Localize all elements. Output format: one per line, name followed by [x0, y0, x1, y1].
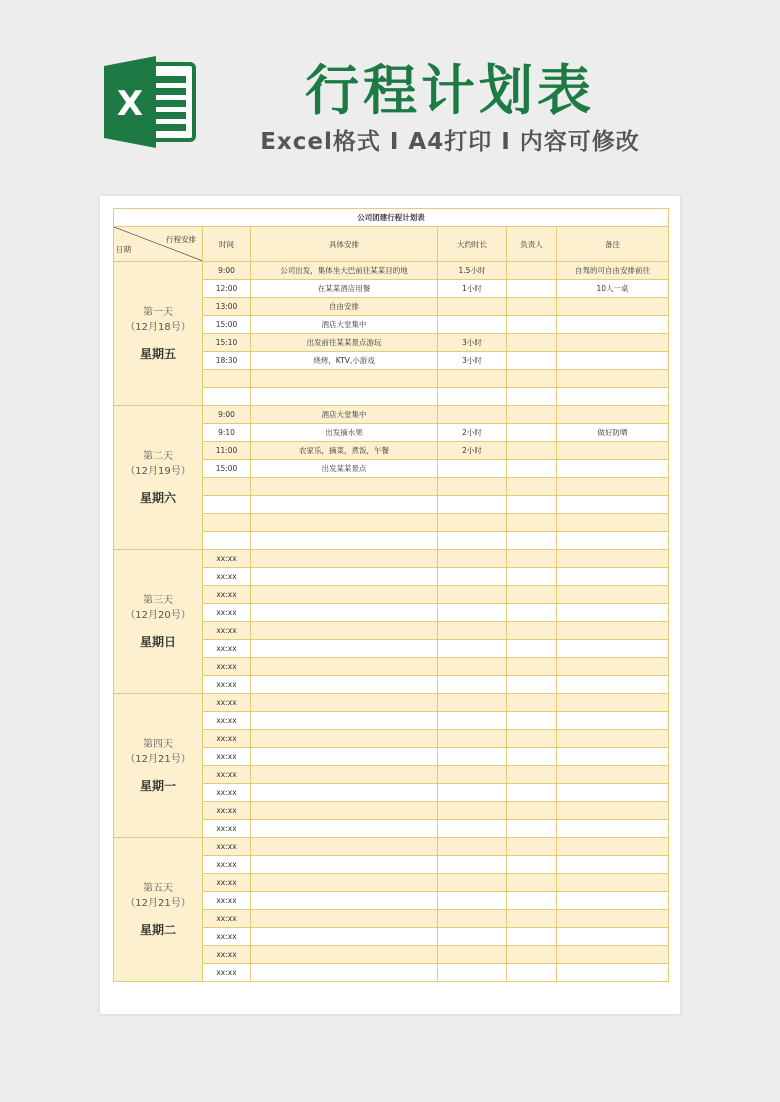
- duration-cell[interactable]: 1.5小时: [438, 262, 507, 280]
- owner-cell[interactable]: [507, 352, 557, 370]
- note-cell[interactable]: [557, 748, 669, 766]
- plan-cell[interactable]: [251, 892, 438, 910]
- duration-cell[interactable]: [438, 802, 507, 820]
- owner-cell[interactable]: [507, 388, 557, 406]
- duration-cell[interactable]: [438, 604, 507, 622]
- table-row: [114, 694, 669, 712]
- time-cell[interactable]: 12:00: [203, 280, 251, 298]
- owner-cell[interactable]: [507, 748, 557, 766]
- note-cell[interactable]: [557, 910, 669, 928]
- note-cell[interactable]: [557, 532, 669, 550]
- time-cell[interactable]: xx:xx: [203, 784, 251, 802]
- time-cell[interactable]: xx:xx: [203, 568, 251, 586]
- owner-cell[interactable]: [507, 820, 557, 838]
- owner-cell[interactable]: [507, 424, 557, 442]
- note-cell[interactable]: 10人一桌: [557, 280, 669, 298]
- note-cell[interactable]: [557, 298, 669, 316]
- note-cell[interactable]: [557, 964, 669, 982]
- time-cell[interactable]: 15:00: [203, 460, 251, 478]
- note-cell[interactable]: 自驾的可自由安排前往: [557, 262, 669, 280]
- owner-cell[interactable]: [507, 928, 557, 946]
- owner-cell[interactable]: [507, 478, 557, 496]
- corner-header-cell: [114, 227, 203, 262]
- owner-cell[interactable]: [507, 550, 557, 568]
- duration-cell[interactable]: [438, 388, 507, 406]
- duration-cell[interactable]: [438, 820, 507, 838]
- owner-cell[interactable]: [507, 406, 557, 424]
- day-cell[interactable]: [114, 406, 203, 550]
- note-cell[interactable]: [557, 496, 669, 514]
- note-cell[interactable]: [557, 874, 669, 892]
- day-date: （12月18号）: [125, 322, 191, 333]
- owner-cell[interactable]: [507, 712, 557, 730]
- day-date: （12月21号）: [125, 754, 191, 765]
- duration-cell[interactable]: [438, 784, 507, 802]
- owner-cell[interactable]: [507, 964, 557, 982]
- plan-cell[interactable]: [251, 838, 438, 856]
- excel-icon: [100, 52, 200, 152]
- plan-cell[interactable]: 酒店大堂集中: [251, 406, 438, 424]
- time-cell[interactable]: xx:xx: [203, 910, 251, 928]
- note-cell[interactable]: [557, 658, 669, 676]
- duration-cell[interactable]: [438, 586, 507, 604]
- day-cell[interactable]: [114, 550, 203, 694]
- day-name: 第四天: [143, 739, 173, 750]
- day-weekday: 星期一: [139, 779, 176, 793]
- spreadsheet-page: [100, 196, 680, 1014]
- note-cell[interactable]: [557, 730, 669, 748]
- owner-cell[interactable]: [507, 784, 557, 802]
- plan-cell[interactable]: [251, 874, 438, 892]
- day-name: 第三天: [143, 595, 173, 606]
- plan-cell[interactable]: [251, 946, 438, 964]
- time-cell[interactable]: xx:xx: [203, 730, 251, 748]
- time-cell[interactable]: xx:xx: [203, 802, 251, 820]
- note-cell[interactable]: [557, 856, 669, 874]
- duration-cell[interactable]: 1小时: [438, 280, 507, 298]
- table-row: [114, 406, 669, 424]
- plan-cell[interactable]: [251, 856, 438, 874]
- plan-cell[interactable]: [251, 676, 438, 694]
- owner-cell[interactable]: [507, 568, 557, 586]
- day-weekday: 星期日: [139, 635, 176, 649]
- day-weekday: 星期五: [139, 347, 176, 361]
- plan-cell[interactable]: [251, 748, 438, 766]
- time-cell[interactable]: 18:30: [203, 352, 251, 370]
- time-cell[interactable]: xx:xx: [203, 946, 251, 964]
- owner-cell[interactable]: [507, 676, 557, 694]
- time-cell[interactable]: 15:00: [203, 316, 251, 334]
- duration-cell[interactable]: [438, 694, 507, 712]
- owner-cell[interactable]: [507, 622, 557, 640]
- duration-cell[interactable]: [438, 406, 507, 424]
- note-cell[interactable]: [557, 388, 669, 406]
- owner-cell[interactable]: [507, 874, 557, 892]
- owner-cell[interactable]: [507, 946, 557, 964]
- column-header-time: 时间: [203, 227, 251, 262]
- plan-cell[interactable]: [251, 622, 438, 640]
- duration-cell[interactable]: [438, 298, 507, 316]
- plan-cell[interactable]: [251, 532, 438, 550]
- time-cell[interactable]: xx:xx: [203, 928, 251, 946]
- plan-cell[interactable]: [251, 784, 438, 802]
- plan-cell[interactable]: [251, 388, 438, 406]
- time-cell[interactable]: xx:xx: [203, 892, 251, 910]
- owner-cell[interactable]: [507, 280, 557, 298]
- time-cell[interactable]: 9:00: [203, 262, 251, 280]
- plan-cell[interactable]: 在某某酒店用餐: [251, 280, 438, 298]
- owner-cell[interactable]: [507, 640, 557, 658]
- owner-cell[interactable]: [507, 532, 557, 550]
- owner-cell[interactable]: [507, 766, 557, 784]
- plan-cell[interactable]: [251, 550, 438, 568]
- day-weekday: 星期二: [139, 923, 176, 937]
- table-row: [114, 262, 669, 280]
- duration-cell[interactable]: [438, 856, 507, 874]
- note-cell[interactable]: [557, 820, 669, 838]
- duration-cell[interactable]: [438, 946, 507, 964]
- duration-cell[interactable]: [438, 928, 507, 946]
- plan-cell[interactable]: [251, 568, 438, 586]
- time-cell[interactable]: xx:xx: [203, 694, 251, 712]
- time-cell[interactable]: xx:xx: [203, 712, 251, 730]
- corner-label-date: 日期: [116, 245, 131, 254]
- time-cell[interactable]: xx:xx: [203, 676, 251, 694]
- column-header-owner: 负责人: [507, 227, 557, 262]
- note-cell[interactable]: [557, 802, 669, 820]
- duration-cell[interactable]: [438, 640, 507, 658]
- plan-cell[interactable]: [251, 370, 438, 388]
- table-row: [114, 838, 669, 856]
- time-cell[interactable]: 9:10: [203, 424, 251, 442]
- plan-cell[interactable]: [251, 586, 438, 604]
- duration-cell[interactable]: [438, 766, 507, 784]
- time-cell[interactable]: xx:xx: [203, 856, 251, 874]
- note-cell[interactable]: [557, 640, 669, 658]
- time-cell[interactable]: 13:00: [203, 298, 251, 316]
- note-cell[interactable]: [557, 316, 669, 334]
- time-cell[interactable]: 15:10: [203, 334, 251, 352]
- time-cell[interactable]: 11:00: [203, 442, 251, 460]
- time-cell[interactable]: xx:xx: [203, 964, 251, 982]
- owner-cell[interactable]: [507, 802, 557, 820]
- owner-cell[interactable]: [507, 460, 557, 478]
- logo-letter: X: [116, 84, 144, 124]
- duration-cell[interactable]: [438, 550, 507, 568]
- plan-cell[interactable]: [251, 496, 438, 514]
- time-cell[interactable]: xx:xx: [203, 658, 251, 676]
- plan-cell[interactable]: 烧烤，KTV,小游戏: [251, 352, 438, 370]
- owner-cell[interactable]: [507, 838, 557, 856]
- column-header-duration: 大约时长: [438, 227, 507, 262]
- owner-cell[interactable]: [507, 496, 557, 514]
- duration-cell[interactable]: [438, 568, 507, 586]
- owner-cell[interactable]: [507, 730, 557, 748]
- plan-cell[interactable]: [251, 604, 438, 622]
- note-cell[interactable]: [557, 370, 669, 388]
- plan-cell[interactable]: 自由安排: [251, 298, 438, 316]
- note-cell[interactable]: [557, 550, 669, 568]
- column-header-plan: 具体安排: [251, 227, 438, 262]
- duration-cell[interactable]: 3小时: [438, 334, 507, 352]
- day-cell[interactable]: [114, 838, 203, 982]
- owner-cell[interactable]: [507, 262, 557, 280]
- duration-cell[interactable]: [438, 658, 507, 676]
- duration-cell[interactable]: [438, 460, 507, 478]
- time-cell[interactable]: xx:xx: [203, 838, 251, 856]
- time-cell[interactable]: xx:xx: [203, 748, 251, 766]
- day-cell[interactable]: [114, 694, 203, 838]
- plan-cell[interactable]: [251, 910, 438, 928]
- note-cell[interactable]: [557, 892, 669, 910]
- note-cell[interactable]: [557, 460, 669, 478]
- owner-cell[interactable]: [507, 604, 557, 622]
- day-name: 第二天: [143, 451, 173, 462]
- owner-cell[interactable]: [507, 442, 557, 460]
- duration-cell[interactable]: [438, 874, 507, 892]
- duration-cell[interactable]: [438, 892, 507, 910]
- day-cell[interactable]: [114, 262, 203, 406]
- note-cell[interactable]: [557, 928, 669, 946]
- duration-cell[interactable]: [438, 676, 507, 694]
- owner-cell[interactable]: [507, 892, 557, 910]
- time-cell[interactable]: xx:xx: [203, 820, 251, 838]
- duration-cell[interactable]: [438, 712, 507, 730]
- plan-cell[interactable]: 酒店大堂集中: [251, 316, 438, 334]
- column-header-note: 备注: [557, 227, 669, 262]
- plan-cell[interactable]: [251, 802, 438, 820]
- note-cell[interactable]: [557, 586, 669, 604]
- time-cell[interactable]: xx:xx: [203, 622, 251, 640]
- note-cell[interactable]: [557, 784, 669, 802]
- day-name: 第五天: [143, 883, 173, 894]
- note-cell[interactable]: [557, 676, 669, 694]
- note-cell[interactable]: [557, 478, 669, 496]
- duration-cell[interactable]: [438, 496, 507, 514]
- note-cell[interactable]: [557, 352, 669, 370]
- time-cell[interactable]: [203, 388, 251, 406]
- duration-cell[interactable]: [438, 478, 507, 496]
- plan-cell[interactable]: [251, 820, 438, 838]
- note-cell[interactable]: [557, 568, 669, 586]
- duration-cell[interactable]: [438, 730, 507, 748]
- plan-cell[interactable]: [251, 658, 438, 676]
- owner-cell[interactable]: [507, 514, 557, 532]
- plan-cell[interactable]: [251, 964, 438, 982]
- owner-cell[interactable]: [507, 586, 557, 604]
- plan-cell[interactable]: [251, 694, 438, 712]
- time-cell[interactable]: [203, 496, 251, 514]
- duration-cell[interactable]: [438, 838, 507, 856]
- note-cell[interactable]: [557, 604, 669, 622]
- time-cell[interactable]: [203, 532, 251, 550]
- itinerary-table: [113, 208, 669, 982]
- page-subtitle: Excel格式 I A4打印 I 内容可修改: [260, 129, 640, 155]
- owner-cell[interactable]: [507, 316, 557, 334]
- duration-cell[interactable]: [438, 316, 507, 334]
- plan-cell[interactable]: [251, 478, 438, 496]
- duration-cell[interactable]: 2小时: [438, 424, 507, 442]
- note-cell[interactable]: [557, 514, 669, 532]
- duration-cell[interactable]: [438, 514, 507, 532]
- duration-cell[interactable]: [438, 532, 507, 550]
- plan-cell[interactable]: 出发某某景点: [251, 460, 438, 478]
- day-weekday: 星期六: [139, 491, 176, 505]
- page-header: [0, 0, 780, 200]
- note-cell[interactable]: [557, 622, 669, 640]
- duration-cell[interactable]: [438, 622, 507, 640]
- time-cell[interactable]: [203, 514, 251, 532]
- owner-cell[interactable]: [507, 694, 557, 712]
- time-cell[interactable]: xx:xx: [203, 874, 251, 892]
- plan-cell[interactable]: 出发前往某某景点游玩: [251, 334, 438, 352]
- note-cell[interactable]: [557, 766, 669, 784]
- time-cell[interactable]: [203, 370, 251, 388]
- plan-cell[interactable]: [251, 928, 438, 946]
- note-cell[interactable]: [557, 334, 669, 352]
- duration-cell[interactable]: [438, 370, 507, 388]
- corner-label-schedule: 行程安排: [166, 235, 196, 244]
- duration-cell[interactable]: [438, 910, 507, 928]
- note-cell[interactable]: [557, 442, 669, 460]
- table-row: [114, 550, 669, 568]
- plan-cell[interactable]: 农家乐，摘菜，煮饭，午餐: [251, 442, 438, 460]
- day-date: （12月21号）: [125, 898, 191, 909]
- owner-cell[interactable]: [507, 856, 557, 874]
- page-title: 行程计划表: [305, 59, 595, 122]
- note-cell[interactable]: [557, 838, 669, 856]
- day-date: （12月19号）: [125, 466, 191, 477]
- owner-cell[interactable]: [507, 334, 557, 352]
- note-cell[interactable]: [557, 946, 669, 964]
- plan-cell[interactable]: [251, 514, 438, 532]
- time-cell[interactable]: 9:00: [203, 406, 251, 424]
- owner-cell[interactable]: [507, 298, 557, 316]
- day-date: （12月20号）: [125, 610, 191, 621]
- time-cell[interactable]: xx:xx: [203, 604, 251, 622]
- owner-cell[interactable]: [507, 370, 557, 388]
- duration-cell[interactable]: 2小时: [438, 442, 507, 460]
- header-row: [114, 227, 669, 262]
- time-cell[interactable]: xx:xx: [203, 766, 251, 784]
- plan-cell[interactable]: [251, 730, 438, 748]
- note-cell[interactable]: 做好防晒: [557, 424, 669, 442]
- day-name: 第一天: [143, 307, 173, 318]
- note-cell[interactable]: [557, 694, 669, 712]
- time-cell[interactable]: [203, 478, 251, 496]
- note-cell[interactable]: [557, 712, 669, 730]
- note-cell[interactable]: [557, 406, 669, 424]
- time-cell[interactable]: xx:xx: [203, 550, 251, 568]
- plan-cell[interactable]: [251, 766, 438, 784]
- sheet-title: 公司团建行程计划表: [114, 209, 669, 227]
- plan-cell[interactable]: 出发摘水果: [251, 424, 438, 442]
- duration-cell[interactable]: [438, 748, 507, 766]
- owner-cell[interactable]: [507, 658, 557, 676]
- plan-cell[interactable]: [251, 640, 438, 658]
- duration-cell[interactable]: 3小时: [438, 352, 507, 370]
- duration-cell[interactable]: [438, 964, 507, 982]
- plan-cell[interactable]: 公司出发，集体坐大巴前往某某目的地: [251, 262, 438, 280]
- time-cell[interactable]: xx:xx: [203, 640, 251, 658]
- plan-cell[interactable]: [251, 712, 438, 730]
- time-cell[interactable]: xx:xx: [203, 586, 251, 604]
- owner-cell[interactable]: [507, 910, 557, 928]
